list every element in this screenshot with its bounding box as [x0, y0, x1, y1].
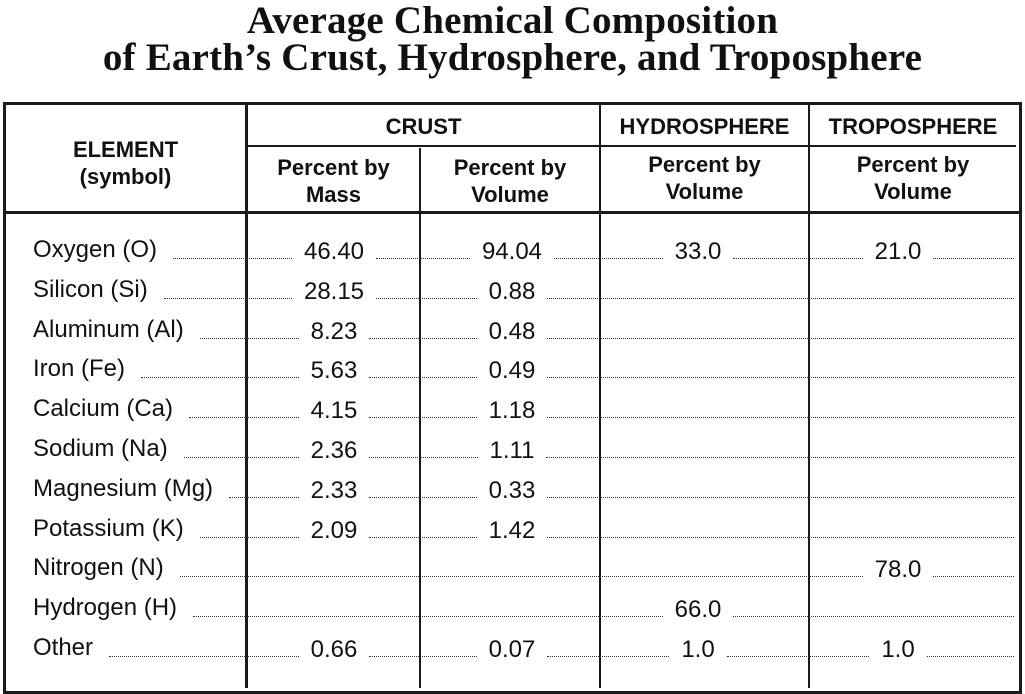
header-tropo-volume-line2: Volume	[874, 179, 952, 204]
element-name: Nitrogen (N)	[33, 554, 164, 581]
value-crust-mass: 2.33	[310, 477, 358, 504]
leader-dots	[369, 338, 476, 339]
page-title: Average Chemical Composition	[246, 0, 779, 42]
leader-dots	[927, 656, 1014, 657]
value-crust-volume: 0.33	[488, 477, 536, 504]
value-hydrosphere: 1.0	[681, 636, 715, 663]
header-bottom-divider	[3, 211, 1019, 214]
header-troposphere: TROPOSPHERE	[828, 114, 998, 139]
value-troposphere: 78.0	[874, 556, 922, 583]
leader-dots	[200, 338, 299, 339]
element-name: Sodium (Na)	[33, 435, 168, 462]
leader-dots	[547, 298, 1014, 299]
element-name: Iron (Fe)	[33, 355, 126, 382]
leader-dots	[369, 457, 477, 458]
header-element	[6, 136, 245, 190]
leader-dots	[193, 616, 663, 617]
element-name: Magnesium (Mg)	[33, 475, 214, 502]
value-crust-mass: 2.36	[310, 437, 358, 464]
header-crust-mass-line2: Mass	[305, 182, 362, 207]
leader-dots	[164, 298, 292, 299]
element-name: Potassium (K)	[33, 515, 184, 542]
value-crust-volume: 0.48	[488, 318, 536, 345]
value-crust-volume: 1.42	[488, 517, 536, 544]
value-crust-mass: 0.66	[310, 636, 358, 663]
leader-dots	[547, 377, 1014, 378]
leader-dots	[554, 258, 663, 259]
page-subtitle: of Earth’s Crust, Hydrosphere, and Troposphere	[102, 36, 923, 79]
element-name: Oxygen (O)	[33, 236, 158, 263]
value-crust-mass: 5.63	[310, 357, 358, 384]
value-crust-volume: 1.11	[489, 437, 535, 464]
leader-dots	[547, 656, 669, 657]
header-hydro-volume	[601, 151, 808, 205]
header-crust-mass	[248, 154, 419, 208]
value-hydrosphere: 66.0	[674, 596, 722, 623]
header-crust-volume	[421, 154, 599, 208]
leader-dots	[376, 258, 470, 259]
leader-dots	[547, 537, 1014, 538]
leader-dots	[369, 497, 476, 498]
leader-dots	[189, 417, 299, 418]
value-crust-volume: 0.49	[488, 357, 536, 384]
leader-dots	[727, 656, 870, 657]
leader-dots	[173, 258, 292, 259]
value-crust-volume: 0.88	[488, 278, 536, 305]
divider-crust-mass-volume	[419, 148, 421, 688]
value-crust-volume: 0.07	[488, 636, 536, 663]
leader-dots	[369, 656, 476, 657]
leader-dots	[547, 497, 1014, 498]
element-name: Silicon (Si)	[33, 276, 148, 303]
leader-dots	[933, 258, 1014, 259]
value-crust-mass: 28.15	[303, 278, 365, 305]
header-hydro-volume-line2: Volume	[665, 179, 744, 204]
leader-dots	[733, 616, 1014, 617]
value-crust-mass: 46.40	[303, 238, 365, 265]
leader-dots	[369, 377, 476, 378]
header-group-divider	[246, 145, 1016, 147]
header-element-label: ELEMENT	[72, 137, 179, 162]
leader-dots	[141, 377, 299, 378]
leader-dots	[547, 417, 1014, 418]
element-name: Calcium (Ca)	[33, 395, 174, 422]
header-hydrosphere: HYDROSPHERE	[619, 114, 790, 139]
header-crust-volume-line2: Volume	[471, 182, 549, 207]
element-name: Aluminum (Al)	[33, 316, 184, 343]
value-crust-mass: 4.15	[310, 397, 358, 424]
header-hydro-volume-line1: Percent by	[648, 152, 761, 177]
value-crust-mass: 8.23	[310, 318, 358, 345]
leader-dots	[369, 537, 476, 538]
leader-dots	[733, 258, 862, 259]
leader-dots	[369, 417, 476, 418]
element-name: Hydrogen (H)	[33, 594, 178, 621]
leader-dots	[184, 457, 299, 458]
leader-dots	[933, 576, 1014, 577]
header-tropo-volume-line1: Percent by	[856, 152, 970, 177]
value-crust-mass: 2.09	[310, 517, 358, 544]
value-crust-volume: 1.18	[488, 397, 536, 424]
header-tropo-volume	[810, 151, 1016, 205]
value-hydrosphere: 33.0	[674, 238, 722, 265]
leader-dots	[200, 537, 299, 538]
leader-dots	[546, 457, 1014, 458]
value-troposphere: 21.0	[874, 238, 922, 265]
element-name: Other	[33, 634, 94, 661]
header-element-symbol: (symbol)	[79, 164, 172, 189]
header-crust-mass-line1: Percent by	[277, 155, 390, 180]
leader-dots	[547, 338, 1014, 339]
leader-dots	[376, 298, 477, 299]
value-troposphere: 1.0	[881, 636, 915, 663]
header-crust-volume-line1: Percent by	[453, 155, 567, 180]
header-crust: CRUST	[385, 114, 462, 139]
leader-dots	[180, 576, 863, 577]
leader-dots	[109, 656, 299, 657]
value-crust-volume: 94.04	[481, 238, 543, 265]
leader-dots	[229, 497, 299, 498]
